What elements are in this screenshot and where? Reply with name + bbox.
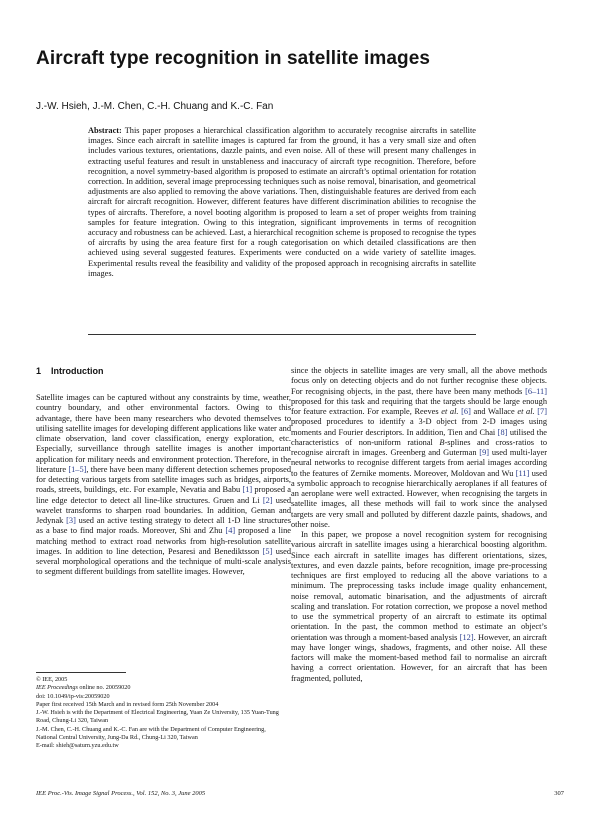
section-title: Introduction <box>51 366 104 376</box>
body-text: proposed a line matching method to extract road networks from high-resolution satellite images. In addition to line detection, Pesaresi and Benediktsson <box>36 526 291 556</box>
body-text: and Wallace <box>470 407 518 416</box>
body-text: . However, an aircraft may have longer wings, shadows, fragments, and other noise. All these factors will make the moment-based method fail to normalise an aircraft having a correct orientation. However, for an aircraft that has been fragmented, polluted, <box>291 632 547 683</box>
doi-note: doi: 10.1049/ip-vis:20059020 <box>36 692 110 700</box>
intro-paragraph-2 <box>291 366 547 530</box>
italic-text: et al. <box>517 407 535 416</box>
body-text: used wavelet transforms to sharpen road boundaries. In addition, Geman and Jedynak <box>36 495 291 525</box>
abstract-label: Abstract: <box>88 126 122 135</box>
email-note[interactable]: E-mail: shieh@saturn.yzu.edu.tw <box>36 742 119 750</box>
reference-link[interactable]: [3] <box>66 516 76 525</box>
reference-link[interactable]: [11] <box>515 468 530 478</box>
body-text: , there have been many different detection schemes proposed for detecting various targets from satellite images such as bridges, airports, roads, streets, buildings, etc. For example, Nevatia and Babu <box>36 464 291 495</box>
footnote-divider <box>36 672 126 673</box>
right-column <box>291 366 547 728</box>
body-text: used a symbolic approach to recognise hierarchically aeroplanes if all features of an aeroplane were well extracted. However, when recognising the targets in satellite images, all these methods will fail to work since the analysed targets are very small and polluted by different dazzle paints, shadows, and other noise. <box>291 468 547 529</box>
proceedings-note <box>36 684 284 692</box>
intro-paragraph-1 <box>36 393 291 578</box>
abstract-text: This paper proposes a hierarchical classification algorithm to accurately recognise aircrafts in satellite images. Since each aircraft in satellite images is captured far from the ground, it has a very small size and often includes various textures, orientations, dazzle paints, and even noise. All of these will present many challenges in extracting useful features and result in unstableness and inaccuracy of aircraft type recognition. Therefore, before recognition, a novel symmetry-based algorithm is proposed to estimate an aircraft’s optimal orientation for rotation correction. In addition, several image preprocessing techniques such as noise removal, binarisation, and geometrical adjustments are also applied to removing the above variations. Then, distinguishable features are derived from each aircraft for aircraft recognition. However, different features have different discrimination abilities to recognise the types of aircrafts. Therefore, a novel booting algorithm is proposed to learn a set of proper weights from training samples for feature integration. Owing to this integration, significant improvements in terms of recognition accuracy and robustness can be achieved. Last, a hierarchical recognition scheme is proposed to recognise the types of aircrafts by using the area feature first for a rough categorisation on which detailed classifications are then achieved using several suggested features. Experiments were conducted on a wide variety of satellite images. Experimental results reveal the feasibility and validity of the proposed approach in recognising aircrafts in satellite images. <box>88 126 476 278</box>
section-heading <box>36 366 291 377</box>
affiliation-2: J.-M. Chen, C.-H. Chuang and K.-C. Fan are with the Department of Computer Engineering, National Central University, Jung-Da Rd., Chung-Li 320, Taiwan <box>36 725 266 742</box>
section-number: 1 <box>36 366 42 376</box>
reference-link[interactable]: [9] <box>479 448 490 457</box>
page-footer <box>36 790 564 797</box>
reference-link[interactable]: [12] <box>459 632 474 642</box>
body-text: proposed for this task and requiring that the targets should be large enough for feature extraction. For example, Reeves <box>291 396 547 416</box>
body-text: used multi-layer neural networks to recognise different targets from aerial images according to the features of Zernike moments. Moreover, Moldovan and Wu <box>291 448 547 478</box>
reference-link[interactable]: [4] <box>225 526 236 536</box>
page-number: 307 <box>554 790 564 797</box>
affiliation-1: J.-W. Hsieh is with the Department of Electrical Engineering, Yuan Ze University, 135 Yuan-Tung Road, Chung-Li 320, Taiwan <box>36 709 279 725</box>
body-text: proposed procedures to identify a 3-D object from 2-D images using moments and Fourier descriptors. In addition, Tien and Chai <box>291 417 547 437</box>
body-text: utilised the characteristics of non-uniform rational <box>291 427 547 447</box>
reference-link[interactable]: [1–5] <box>68 464 87 474</box>
body-text: In this paper, we propose a novel recognition system for recognising various aircraft in satellite images using a hierarchical boosting algorithm. Since each aircraft in satellite images has different orientations, sizes, textures, and even dazzle paints, before recognition, image pre-processing techniques are first employed to reducing all the above variations to a minimum. The preprocessing tasks include image quality enhancement, noise removal, automatic binarisation, and the adjustments of aircraft scaling and translation. For rotation correction, we propose a novel method to use the symmetrical property of an aircraft to estimate its optimal orientation. In the past, the common method to estimate an object’s orientation was through a moment-based analysis <box>291 530 547 642</box>
journal-citation: IEE Proc.-Vis. Image Signal Process., Vol. 152, No. 3, June 2005 <box>36 790 206 797</box>
abstract-block <box>88 126 476 279</box>
reference-link[interactable]: [7] <box>537 407 547 416</box>
italic-text: B <box>439 437 445 447</box>
author-list: J.-W. Hsieh, J.-M. Chen, C.-H. Chuang and K.-C. Fan <box>36 101 274 112</box>
body-text: proposed a line edge detector to detect all line-like structures. Gruen and Li <box>36 485 291 505</box>
reference-link[interactable]: [6] <box>461 407 471 416</box>
body-text: Satellite images can be captured without any constraints by time, weather, country boundary, and other environmental factors. Owing to this advantage, there have been many researchers who devoted themselves to utilising satellite images for developing different applications like water and climate observation, land cover classification, energy exploration, etc. Especially, surveillance through satellite images is another important application for military needs and environment protection. Therefore, in the literature <box>36 393 291 474</box>
reference-link[interactable]: [8] <box>497 427 508 437</box>
reference-link[interactable]: [5] <box>262 546 273 556</box>
intro-paragraph-3 <box>291 530 547 684</box>
body-text: -splines and cross-ratios to recognise aircraft in images. Greenberg and Guterman <box>291 437 547 457</box>
paper-title: Aircraft type recognition in satellite images <box>36 48 431 69</box>
reference-link[interactable]: [1] <box>242 485 253 495</box>
footnotes <box>36 676 284 751</box>
abstract-divider <box>88 334 476 335</box>
reference-link[interactable]: [6–11] <box>525 386 547 396</box>
body-text: used several morphological operations and the technique of multi-scale analysis to segment different buildings from satellite images. However, <box>36 546 291 577</box>
body-text: used an active testing strategy to detect all 1-D line structures as a base to find major roads. Moreover, Shi and Zhu <box>36 516 291 536</box>
italic-text: et al. <box>441 407 459 416</box>
reference-link[interactable]: [2] <box>262 495 273 505</box>
body-text: since the objects in satellite images are very small, all the above methods focus only on detecting objects and do not further recognise these objects. For recognising objects, in the past, there have been many methods <box>291 366 547 396</box>
left-column <box>36 366 291 728</box>
proceedings-number: online no. 20059020 <box>77 684 131 692</box>
received-note: Paper first received 15th March and in revised form 25th November 2004 <box>36 700 219 708</box>
proceedings-name: IEE Proceedings <box>36 684 78 692</box>
copyright-note: © IEE, 2005 <box>36 676 68 683</box>
